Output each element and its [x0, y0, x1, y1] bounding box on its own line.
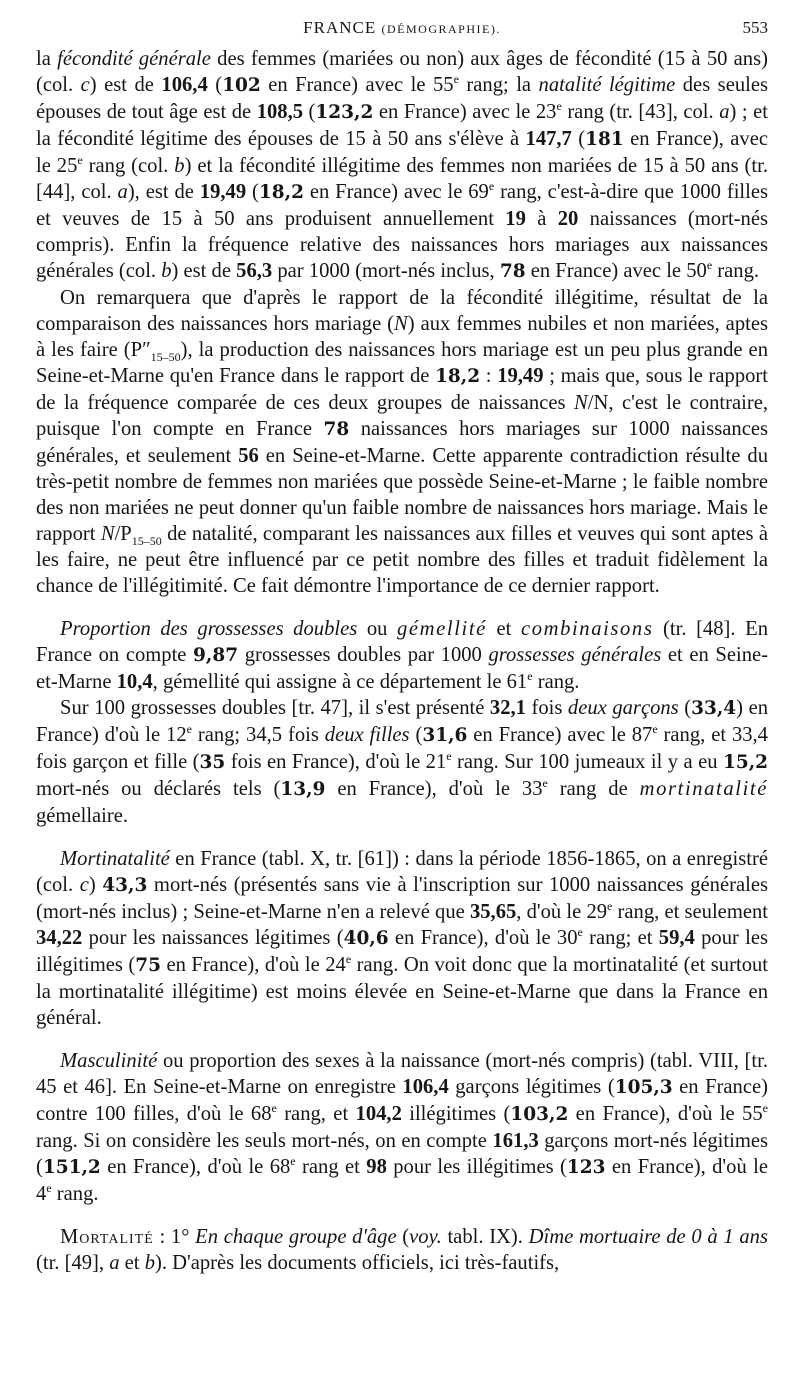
text-run: 19,49	[199, 181, 247, 203]
text-run: 35,65	[469, 901, 517, 923]
text-run: ) en France) d'où le 12	[36, 697, 769, 746]
text-run: deux garçons	[567, 697, 679, 719]
text-run: 18,2	[435, 366, 481, 387]
text-run: (tr. [49],	[36, 1252, 110, 1274]
text-run: grossesses générales	[488, 644, 662, 666]
text-run: e	[345, 952, 352, 967]
text-run: ). D'après les documents officiels, ici très-fautifs,	[154, 1252, 560, 1274]
text-run: illégitimes (	[401, 1103, 511, 1125]
text-run: 151,2	[42, 1157, 101, 1178]
text-run: (	[303, 101, 316, 123]
text-run: 19	[505, 208, 526, 230]
text-run: fécondité générale	[57, 48, 211, 70]
text-run: combinaisons	[520, 618, 654, 640]
text-run: ; mais que, sous le rapport de la fréquence comparée de ces deux groupes de naissances	[36, 365, 768, 414]
text-run: en France (tabl. X, tr. [61]) : dans la période 1856-1865, on a enregistré (col.	[36, 848, 768, 896]
text-run: de natalité, comparant les naissances aux filles et veuves qui sont aptes à les faire, ne peut être influencé par ce petit nombre des filles et traduit fidèlement la chance de l'illégitimité. Ce fait démontre l'importance de ce dernier rapport.	[36, 523, 769, 597]
text-run: e	[290, 1154, 296, 1169]
text-run: b	[144, 1252, 155, 1274]
text-run: rang. Si on considère les seuls mort-nés, on en compte	[36, 1130, 493, 1152]
text-run: 161,3	[492, 1130, 539, 1152]
text-run: /P	[114, 523, 132, 545]
text-run: ) est de	[171, 260, 237, 282]
text-run: 56,3	[236, 260, 273, 282]
text-run: (	[207, 74, 223, 96]
text-run: en France) contre 100 filles, d'où le 68	[36, 1076, 768, 1125]
text-run: rang (col.	[82, 155, 175, 177]
text-run: En chaque groupe d'âge	[195, 1226, 397, 1248]
text-run: e	[271, 1101, 277, 1116]
text-run: ou	[357, 618, 398, 640]
text-run: en France), d'où le 55	[568, 1103, 763, 1125]
text-run: 123	[566, 1157, 606, 1178]
text-run: e	[453, 72, 459, 87]
text-run: grossesses doubles par 1000	[238, 644, 489, 666]
paragraph-mortinatalite	[36, 846, 768, 1031]
text-run: 13,9	[280, 779, 326, 800]
text-run: e	[762, 1101, 768, 1116]
text-run: 103,2	[510, 1104, 569, 1125]
text-run: la	[36, 48, 58, 70]
text-run: 33,4	[691, 698, 737, 719]
text-run: mort-nés (présentés sans vie à l'inscription sur 1000 naissances générales (mort-nés inclus) ; Seine-et-Marne n'en a relevé que	[36, 874, 768, 923]
text-run: P″	[130, 339, 151, 361]
text-run: en France) avec le 23	[373, 101, 557, 123]
text-run: en France) avec le 87	[467, 724, 653, 746]
text-run: deux filles	[324, 724, 410, 746]
text-run: a	[117, 181, 128, 203]
text-run: par 1000 (mort-nés inclus,	[272, 260, 500, 282]
text-run: rang, et 33,4 fois garçon et fille (	[36, 724, 768, 773]
text-run: pour les naissances légitimes (	[82, 927, 344, 949]
text-run: et en Seine-et-Marne	[36, 644, 768, 693]
text-run: b	[174, 155, 185, 177]
page-number: 553	[742, 18, 768, 37]
text-run: Dîme mortuaire de 0 à 1 ans	[528, 1226, 768, 1248]
text-run: 59,4	[658, 927, 695, 949]
text-run: e	[652, 722, 658, 737]
text-run: 10,4	[116, 671, 153, 693]
text-run: N	[394, 313, 408, 335]
text-run: 105,3	[614, 1077, 673, 1098]
text-run: ), est de	[127, 181, 200, 203]
text-run: des seules épouses de tout âge est de	[36, 74, 769, 123]
text-run: Proportion des grossesses doubles	[60, 618, 358, 640]
text-run: 34,22	[36, 927, 83, 949]
text-run: en France), d'où le 4	[36, 1156, 768, 1205]
text-run: rang, et	[276, 1103, 356, 1125]
text-run: pour les illégitimes (	[386, 1156, 567, 1178]
text-run: rang, et seulement	[612, 901, 769, 923]
text-run: ) et la fécondité illégitime des femmes non mariées de 15 à 50 ans (tr. [44], col.	[36, 155, 768, 203]
paragraph-remarque	[36, 285, 768, 599]
text-run: (	[409, 724, 423, 746]
paragraph-fecondite	[36, 46, 768, 285]
text-run: 40,6	[343, 928, 389, 949]
text-run: e	[607, 899, 613, 914]
text-run: On remarquera que d'après le rapport de la fécondité illégitime, résultat de la comparaison des naissances hors mariage (	[36, 287, 768, 335]
text-run: voy.	[409, 1226, 442, 1248]
text-run: e	[527, 669, 533, 684]
text-run: c	[80, 74, 90, 96]
text-run: en France), d'où le 68	[100, 1156, 291, 1178]
text-run: garçons mort-nés légitimes (	[36, 1130, 768, 1178]
text-run: rang (tr. [43], col.	[561, 101, 720, 123]
text-run: (tr. [48]. En France on compte	[36, 618, 768, 666]
text-run: 9,87	[193, 645, 239, 666]
text-run: pour les illégitimes (	[36, 927, 768, 976]
text-run: ) ; et la fécondité légitime des épouses de 15 à 50 ans s'élève à	[36, 101, 768, 150]
text-run: b	[161, 260, 172, 282]
running-title-main: FRANCE	[303, 18, 377, 37]
text-run: naissances hors mariages sur 1000 naissances générales, et seulement	[36, 418, 768, 467]
text-run: garçons légitimes (	[448, 1076, 615, 1098]
text-run: e	[446, 749, 452, 764]
text-run: 104,2	[355, 1103, 402, 1125]
text-run: :	[480, 365, 498, 387]
text-run: rang.	[51, 1183, 99, 1205]
text-run: rang, c'est-à-dire que 1000 filles et veuves de 15 à 50 ans produisent annuellement	[36, 181, 769, 230]
text-run: : 1°	[153, 1226, 196, 1248]
text-run: rang; la	[458, 74, 539, 96]
text-run: et	[486, 618, 521, 640]
text-run: en France) avec le 69	[303, 181, 489, 203]
paragraph-mortalite	[36, 1224, 768, 1276]
text-run: 98	[366, 1156, 387, 1178]
text-run: mortinatalité	[639, 778, 768, 800]
text-run: rang.	[532, 671, 580, 693]
paragraph-gemellite	[36, 616, 768, 695]
text-run: 43,3	[102, 875, 148, 896]
text-run: mort-nés ou déclarés tels (	[36, 778, 281, 800]
text-run: Mortinatalité	[60, 848, 170, 870]
text-run: 75	[135, 955, 162, 976]
text-run: fois	[525, 697, 568, 719]
text-run: /N, c'est le contraire, puisque l'on compte en France	[36, 392, 768, 440]
text-run: (	[678, 697, 692, 719]
text-run: en Seine-et-Marne. Cette apparente contradiction résulte du très-petit nombre de femmes non mariées que possède Seine-et-Marne ; le faible nombre des non mariées ne peut donner qu'un faible nombre de naissances hors mariage. Mais le rapport	[36, 445, 768, 545]
text-run: 15,2	[722, 752, 769, 773]
document-page	[36, 18, 768, 1276]
text-run: en France) avec le 50	[525, 260, 707, 282]
text-run: 31,6	[422, 725, 468, 746]
text-run: 35	[199, 752, 226, 773]
text-run: 56	[238, 445, 259, 467]
text-run: ou proportion des sexes à la naissance (mort-nés compris) (tabl. VIII, [tr. 45 et 46]. En Seine-et-Marne on enregistre	[36, 1050, 768, 1098]
running-head	[36, 18, 768, 46]
text-run: 123,2	[315, 102, 374, 123]
text-run: en France), avec le 25	[36, 128, 769, 177]
text-run: e	[46, 1181, 52, 1196]
text-run: e	[577, 925, 583, 940]
text-run: N	[574, 392, 588, 414]
text-run: 181	[585, 129, 624, 150]
text-run: e	[77, 153, 83, 168]
text-run: Sur 100 grossesses doubles [tr. 47], il s'est présenté	[60, 697, 490, 719]
text-run: (	[396, 1226, 410, 1248]
text-run: c	[79, 874, 89, 896]
text-run: rang. On voit donc que la mortinatalité (et surtout la mortinatalité illégitime) est moins élevée en Seine-et-Marne que dans la France en général.	[36, 954, 769, 1029]
running-title	[36, 18, 768, 38]
text-run: des femmes (mariées ou non) aux âges de fécondité (15 à 50 ans) (col.	[36, 48, 768, 96]
text-run: en France) avec le 55	[260, 74, 454, 96]
text-run: rang; 34,5 fois	[191, 724, 325, 746]
paragraph-masculinite	[36, 1048, 768, 1207]
text-run: gémellaire.	[36, 805, 129, 827]
text-run: à	[525, 208, 558, 230]
text-run: ) est de	[89, 74, 162, 96]
text-run: e	[488, 179, 495, 194]
text-run: rang. Sur 100 jumeaux il y a eu	[451, 751, 723, 773]
text-run: (	[571, 128, 586, 150]
text-run: 19,49	[497, 365, 544, 387]
text-run: (	[246, 181, 259, 203]
running-title-subtitle: (DÉMOGRAPHIE).	[381, 22, 501, 36]
text-run: 147,7	[525, 128, 572, 150]
text-run: 32,1	[489, 697, 526, 719]
text-run: en France), d'où le 24	[161, 954, 346, 976]
text-run: rang et	[295, 1156, 367, 1178]
text-run: 106,4	[161, 74, 208, 96]
text-run: e	[186, 722, 192, 737]
text-run: naissances (mort-nés compris). Enfin la fréquence relative des naissances hors mariages aux naissances générales (col.	[36, 208, 768, 282]
text-run: 106,4	[402, 1076, 449, 1098]
text-run: 18,2	[258, 182, 304, 203]
text-run: e	[706, 258, 713, 273]
text-run: e	[556, 99, 562, 114]
paragraph-jumeaux	[36, 695, 768, 829]
text-run: ) aux femmes nubiles et non mariées, aptes à les faire (	[36, 313, 768, 361]
body-text	[36, 46, 768, 1276]
text-run: Mortalité	[60, 1226, 154, 1248]
text-run: rang de	[547, 778, 640, 800]
text-run: , d'où le 29	[516, 901, 608, 923]
text-run: a	[719, 101, 730, 123]
text-run: , gémellité qui assigne à ce département le 61	[152, 671, 528, 693]
text-run: rang.	[712, 260, 760, 282]
text-run: rang; et	[582, 927, 659, 949]
text-run: e	[542, 776, 548, 791]
text-run: ), la production des naissances hors mariage est un peu plus grande en Seine-et-Marne qu'en France dans le rapport de	[36, 339, 768, 387]
text-run: 102	[222, 75, 261, 96]
text-run: 15–50	[150, 350, 181, 365]
text-run: Masculinité	[60, 1050, 158, 1072]
text-run: N	[100, 523, 115, 545]
text-run: 15–50	[131, 534, 162, 549]
text-run: 78	[499, 261, 526, 282]
text-run: et	[119, 1252, 145, 1274]
text-run: en France), d'où le 33	[325, 778, 543, 800]
text-run: 108,5	[256, 101, 304, 123]
text-run: a	[109, 1252, 120, 1274]
text-run: en France), d'où le 30	[388, 927, 578, 949]
text-run: )	[88, 874, 103, 896]
text-run: 78	[323, 419, 350, 440]
text-run: fois en France), d'où le 21	[225, 751, 447, 773]
text-run: 20	[557, 208, 579, 230]
text-run: gémellité	[397, 618, 487, 640]
text-run: natalité légitime	[538, 74, 676, 96]
text-run: tabl. IX).	[441, 1226, 529, 1248]
